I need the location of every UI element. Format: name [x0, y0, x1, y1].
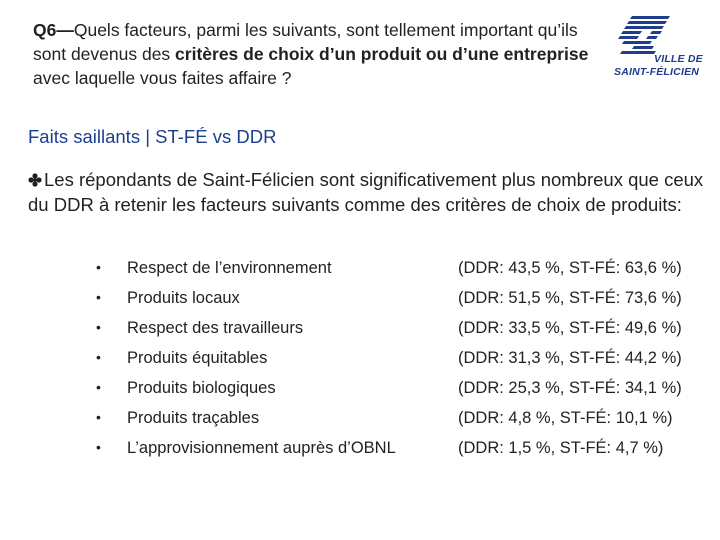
list-item: [96, 256, 706, 286]
logo-line2: SAINT-FÉLICIEN: [614, 66, 700, 78]
factor-stat: (DDR: 31,3 %, ST-FÉ: 44,2 %): [458, 349, 682, 367]
factor-stat: (DDR: 33,5 %, ST-FÉ: 49,6 %): [458, 319, 682, 337]
list-item: [96, 406, 706, 436]
lead-text: Les répondants de Saint-Félicien sont significativement plus nombreux que ceux du DDR à retenir les facteurs suivants comme des critères de choix de produits:: [28, 169, 704, 215]
factor-stat: (DDR: 4,8 %, ST-FÉ: 10,1 %): [458, 409, 673, 427]
question-emphasis: critères de choix d’un produit ou d’une entreprise: [175, 44, 589, 64]
question-part2: avec laquelle vous faites affaire ?: [33, 68, 292, 88]
lead-paragraph: [28, 167, 708, 217]
diamond-bullet-icon: [28, 173, 42, 187]
list-item: [96, 346, 706, 376]
bullet-icon: •: [96, 379, 101, 395]
question-part1: Quels facteurs, parmi les suivants, sont tellement important qu’ils sont devenus des: [33, 20, 578, 64]
factor-label: Respect de l’environnement: [127, 259, 332, 277]
section-title: Faits saillants | ST-FÉ vs DDR: [28, 126, 277, 147]
bullet-icon: •: [96, 409, 101, 425]
list-item: [96, 316, 706, 346]
question-number: Q6: [33, 20, 57, 40]
list-item: [96, 376, 706, 406]
question-dash: —: [56, 20, 74, 40]
factor-label: Produits locaux: [127, 289, 240, 307]
factor-label: Produits équitables: [127, 349, 268, 367]
factor-stat: (DDR: 1,5 %, ST-FÉ: 4,7 %): [458, 439, 664, 457]
factor-label: L’approvisionnement auprès d’OBNL: [127, 439, 396, 457]
bullet-icon: •: [96, 259, 101, 275]
question-text: [33, 18, 593, 90]
factor-stat: (DDR: 25,3 %, ST-FÉ: 34,1 %): [458, 379, 682, 397]
factor-stat: (DDR: 43,5 %, ST-FÉ: 63,6 %): [458, 259, 682, 277]
bullet-icon: •: [96, 349, 101, 365]
bullet-icon: •: [96, 439, 101, 455]
logo-line1: VILLE DE: [654, 53, 703, 65]
ville-de-saint-felicien-logo: [612, 14, 708, 84]
factor-label: Produits biologiques: [127, 379, 276, 397]
factor-label: Produits traçables: [127, 409, 260, 427]
factor-list: [96, 256, 706, 466]
list-item: [96, 436, 706, 466]
factor-stat: (DDR: 51,5 %, ST-FÉ: 73,6 %): [458, 289, 682, 307]
factor-label: Respect des travailleurs: [127, 319, 304, 337]
bullet-icon: •: [96, 319, 101, 335]
list-item: [96, 286, 706, 316]
bullet-icon: •: [96, 289, 101, 305]
